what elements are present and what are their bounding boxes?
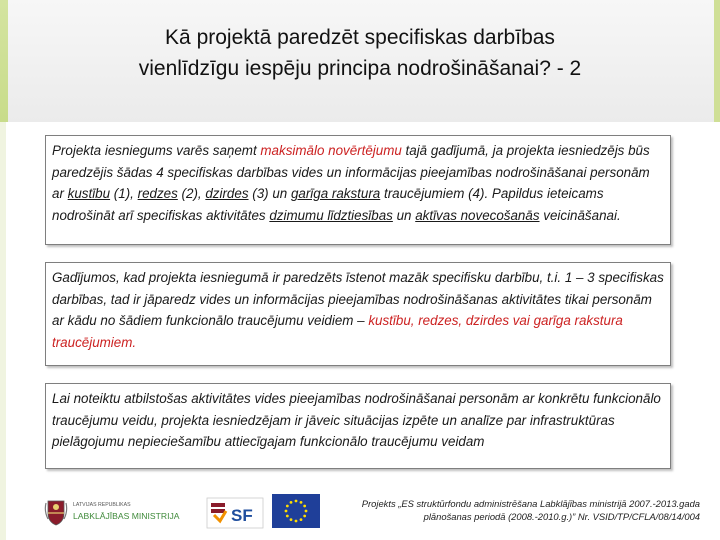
slide-title (40, 22, 680, 84)
footer-project-text (328, 497, 700, 523)
text-run: (1), (110, 186, 138, 202)
eu-star-icon (285, 510, 288, 513)
text-run: veicināšanai. (539, 207, 621, 223)
text-box-situation-analysis-paragraph: Lai noteiktu atbilstošas aktivitātes vides pieejamības nodrošināšanai personām ar konkrētu funkcionālo traucējumu veidu, projekta iesniedzējam ir jāveic situācijas izpēte un analīze par infrastruktūras pielāgojumu nepieciešamību attiecīgajam funkcionālo traucējumu veidam (52, 391, 661, 450)
text-box-fewer-activities-paragraph (52, 267, 664, 353)
text-run: (2), (177, 186, 206, 202)
eu-star-icon (295, 500, 298, 503)
eu-star-icon (300, 501, 303, 504)
max-score-highlight: maksimālo novērtējumu (260, 143, 402, 158)
text-box-fewer-activities (45, 262, 671, 366)
text-run: un (392, 207, 416, 223)
slide-title-line1: Kā projektā paredzēt specifiskas darbības (165, 26, 555, 49)
text-box-max-score (45, 135, 671, 245)
ministry-logo (44, 497, 194, 527)
coat-of-arms-icon (45, 501, 66, 525)
eu-star-icon (286, 515, 289, 518)
sf-logo (206, 497, 264, 529)
eu-star-icon (303, 505, 306, 508)
eu-star-icon (303, 515, 306, 518)
eu-star-icon (290, 518, 293, 521)
text-run: Gadījumos, kad projekta iesniegumā ir paredzēts īstenot mazāk specifisku darbību, t.i. 1 – 3 specifiskas darbības, tad ir jāparedz vides un informācijas pieejamības nodrošināšanas aktivitātes tikai personām ar kādu no šādiem funkcionālo traucējumu veidiem – (52, 270, 664, 329)
text-run: tajā gadījumā, ja projekta iesniedzējs būs paredzējis šādas 4 specifiskas darbības vides un informācijas pieejamības nodrošināšanai personām ar (52, 143, 650, 202)
eu-star-icon (300, 518, 303, 521)
slide-title-line2: vienlīdzīgu iespēju principa nodrošināšanai? - 2 (138, 57, 582, 80)
impairment-types-highlight: kustību, redzes, dzirdes vai garīga rakstura traucējumiem. (52, 313, 623, 350)
mobility-term: kustību (67, 186, 111, 202)
footer-line1: Projekts „ES struktūrfondu administrēšana Labklājības ministrijā 2007.-2013.gada (361, 498, 700, 509)
text-run: Projekta iesniegums varēs saņemt (52, 143, 261, 158)
eu-star-icon (305, 510, 308, 513)
text-run: traucējumiem (4). Papildus ieteicams nodrošināt arī specifiskas aktivitātes (52, 186, 604, 223)
ministry-name-label: LABKLĀJĪBAS MINISTRIJA (73, 511, 180, 521)
text-run: (3) un (248, 186, 291, 202)
title-left-accent (0, 0, 8, 122)
text-box-situation-analysis (45, 383, 671, 469)
hearing-term: dzirdes (205, 186, 249, 202)
footer-line2: plānošanas periodā (2008.-2010.g.)” Nr. VSID/TP/CFLA/08/14/004 (423, 511, 700, 522)
ministry-small-label: LATVIJAS REPUBLIKAS (73, 502, 131, 508)
active-ageing-term: aktīvas novecošanās (415, 207, 540, 223)
eu-star-icon (286, 505, 289, 508)
text-box-max-score-paragraph (52, 140, 664, 226)
mental-term: garīga rakstura (290, 186, 381, 202)
eu-star-icon (290, 501, 293, 504)
title-band (0, 0, 720, 122)
eu-star-icon (295, 520, 298, 523)
eu-flag-icon (272, 494, 320, 528)
gender-equality-term: dzimumu līdztiesības (269, 207, 393, 223)
vision-term: redzes (137, 186, 178, 202)
sf-label: SF (231, 506, 253, 525)
title-right-accent (714, 0, 720, 122)
